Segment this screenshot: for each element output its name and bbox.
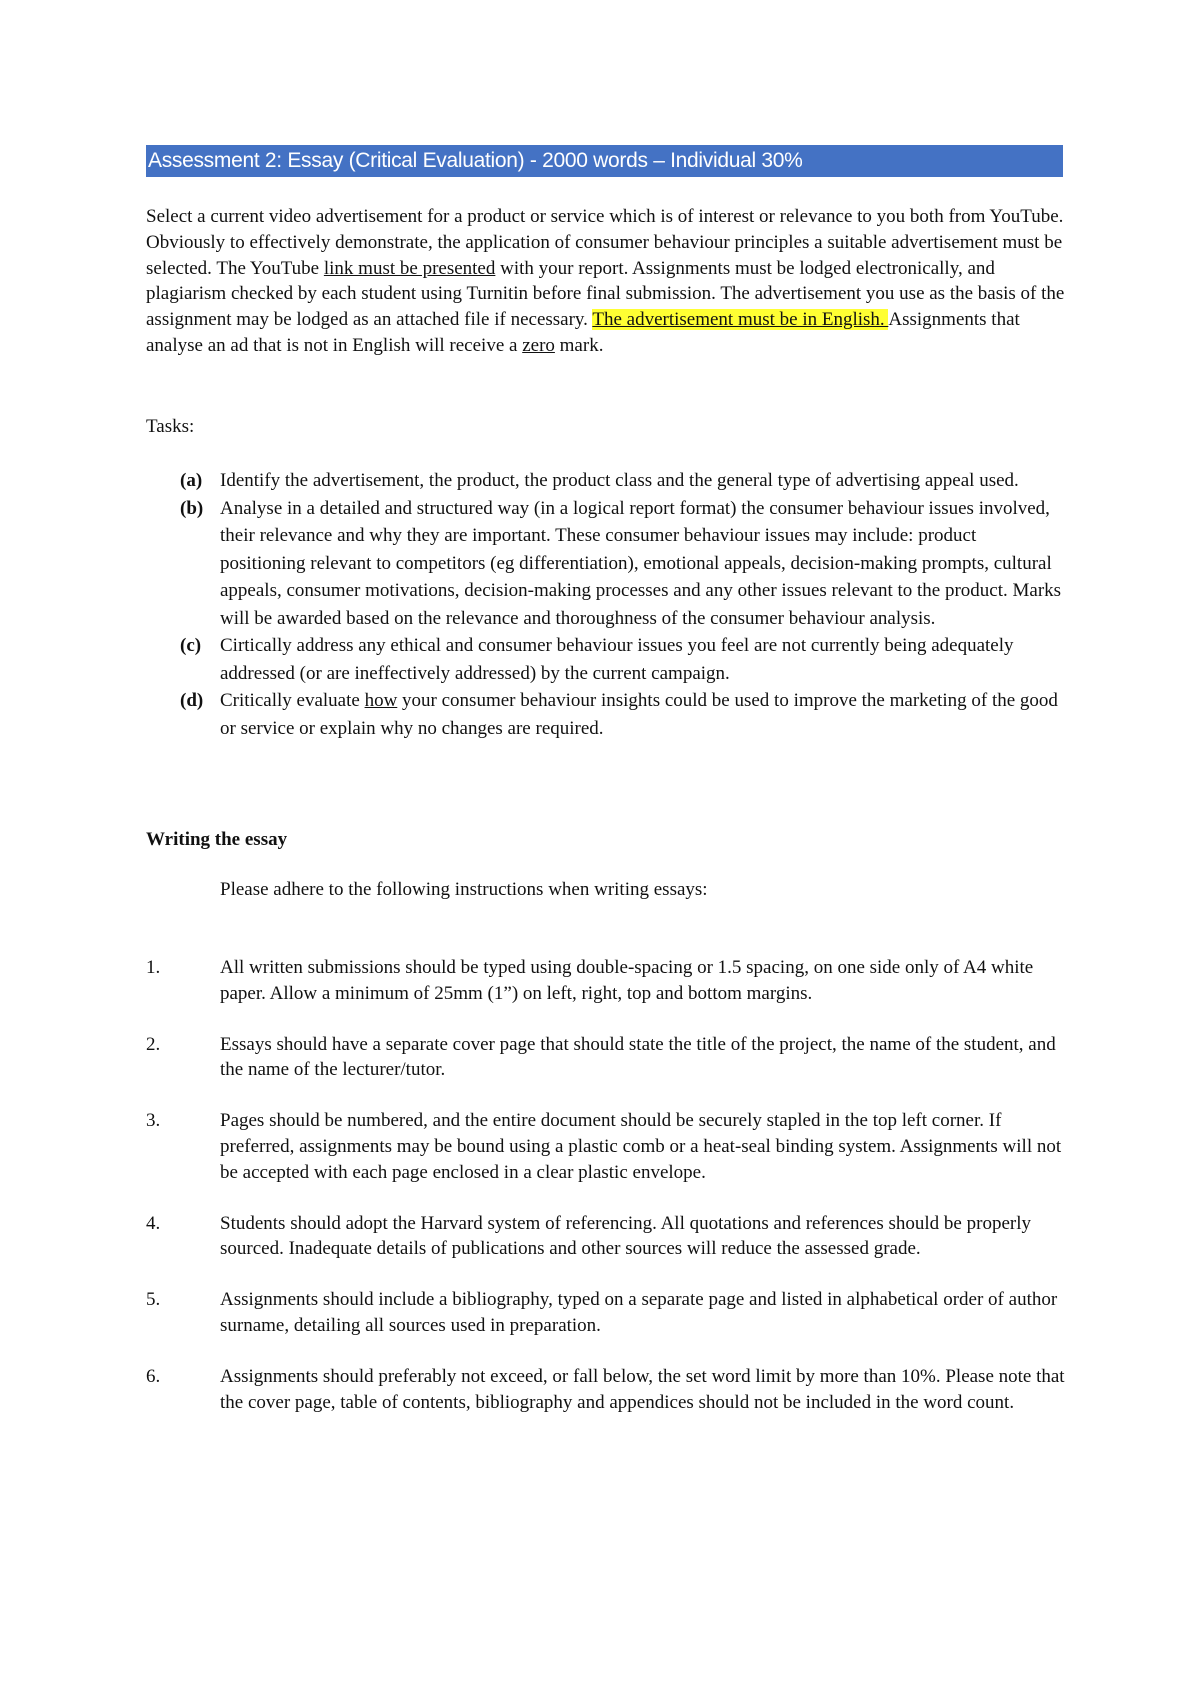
- rule-item: [146, 1211, 1066, 1263]
- task-item: [146, 467, 1066, 495]
- task-label: (d): [180, 690, 204, 711]
- tasks-label: Tasks:: [146, 416, 195, 437]
- rule-number: 5.: [146, 1289, 161, 1311]
- intro-text: Assignments that analyse an ad that is not in English will receive a: [146, 309, 1020, 356]
- task-label: (a): [180, 470, 203, 491]
- intro-paragraph: [146, 204, 1066, 359]
- rule-text: Assignments should preferably not exceed, or fall below, the set word limit by more than 10%. Please note that the cover page, table of contents, bibliography and appendices should not be included in the word count.: [220, 1365, 1065, 1413]
- rule-item: [146, 1108, 1066, 1185]
- rule-number: 6.: [146, 1365, 161, 1387]
- rule-text: Students should adopt the Harvard system of referencing. All quotations and references should be properly sourced. Inadequate details of publications and other sources will reduce the assessed grade.: [220, 1212, 1031, 1260]
- task-item: [146, 687, 1066, 742]
- task-label: (b): [180, 497, 204, 519]
- task-text-part: Critically evaluate: [220, 690, 365, 711]
- rule-text: All written submissions should be typed using double-spacing or 1.5 spacing, on one side only of A4 white paper. Allow a minimum of 25mm (1”) on left, right, top and bottom margins.: [220, 957, 1034, 1004]
- underlined-how: how: [364, 690, 398, 711]
- intro-text: mark.: [554, 334, 604, 356]
- rules-list: [146, 955, 1066, 1440]
- intro-text: with your report. Assignments must be lodged electronically, and plagiarism checked by each student using Turnitin before final submission. The advertisement you use as the basis of the assignment may be lodged as an attached file if necessary.: [146, 257, 1065, 331]
- rule-number: 3.: [146, 1110, 161, 1132]
- rule-text: Essays should have a separate cover page that should state the title of the project, the name of the student, and the name of the lecturer/tutor.: [220, 1033, 1056, 1081]
- task-text: Identify the advertisement, the product, the product class and the general type of advertising appeal used.: [220, 470, 1019, 491]
- task-text: Cirtically address any ethical and consumer behaviour issues you feel are not currently being adequately addressed (or are ineffectively addressed) by the current campaign.: [220, 635, 1014, 684]
- tasks-list: [146, 467, 1066, 742]
- task-label: (c): [180, 635, 202, 656]
- rule-item: [146, 1364, 1066, 1416]
- task-item: [146, 495, 1066, 633]
- rule-item: [146, 1287, 1066, 1339]
- assessment-heading: Assessment 2: Essay (Critical Evaluation) - 2000 words – Individual 30%: [146, 145, 1063, 177]
- rule-item: [146, 1032, 1066, 1084]
- rule-text: Assignments should include a bibliography, typed on a separate page and listed in alphabetical order of author surname, detailing all sources used in preparation.: [220, 1289, 1058, 1336]
- task-text-part: your consumer behaviour insights could be used to improve the marketing of the good or service or explain why no changes are required.: [220, 690, 1058, 739]
- task-item: [146, 632, 1066, 687]
- highlighted-english-requirement: The advertisement must be in English.: [592, 309, 889, 331]
- underlined-link-phrase: link must be presented: [323, 257, 496, 279]
- rule-number: 2.: [146, 1033, 161, 1055]
- rule-number: 1.: [146, 957, 161, 978]
- rule-number: 4.: [146, 1212, 161, 1234]
- writing-essay-heading: Writing the essay: [146, 829, 288, 850]
- rule-text: Pages should be numbered, and the entire document should be securely stapled in the top left corner. If preferred, assignments may be bound using a plastic comb or a heat-seal binding system. Assignments will not be accepted with each page enclosed in a clear plastic envelope.: [220, 1110, 1062, 1183]
- intro-text: Select a current video advertisement for a product or service which is of interest or relevance to you both from YouTube. Obviously to effectively demonstrate, the application of consumer behaviour principles a suitable advertisement must be selected. The YouTube: [146, 206, 1064, 279]
- adhere-instruction: Please adhere to the following instructions when writing essays:: [220, 879, 708, 900]
- task-text: [220, 690, 1058, 739]
- task-text: Analyse in a detailed and structured way (in a logical report format) the consumer behaviour issues involved, their relevance and why they are important. These consumer behaviour issues may include: product positioning relevant to competitors (eg differentiation), emotional appeals, decision-making prompts, cultural appeals, consumer motivations, decision-making processes and any other issues relevant to the product. Marks will be awarded based on the relevance and thoroughness of the consumer behaviour analysis.: [220, 497, 1062, 629]
- rule-item: [146, 955, 1066, 1007]
- underlined-zero: zero: [522, 334, 555, 356]
